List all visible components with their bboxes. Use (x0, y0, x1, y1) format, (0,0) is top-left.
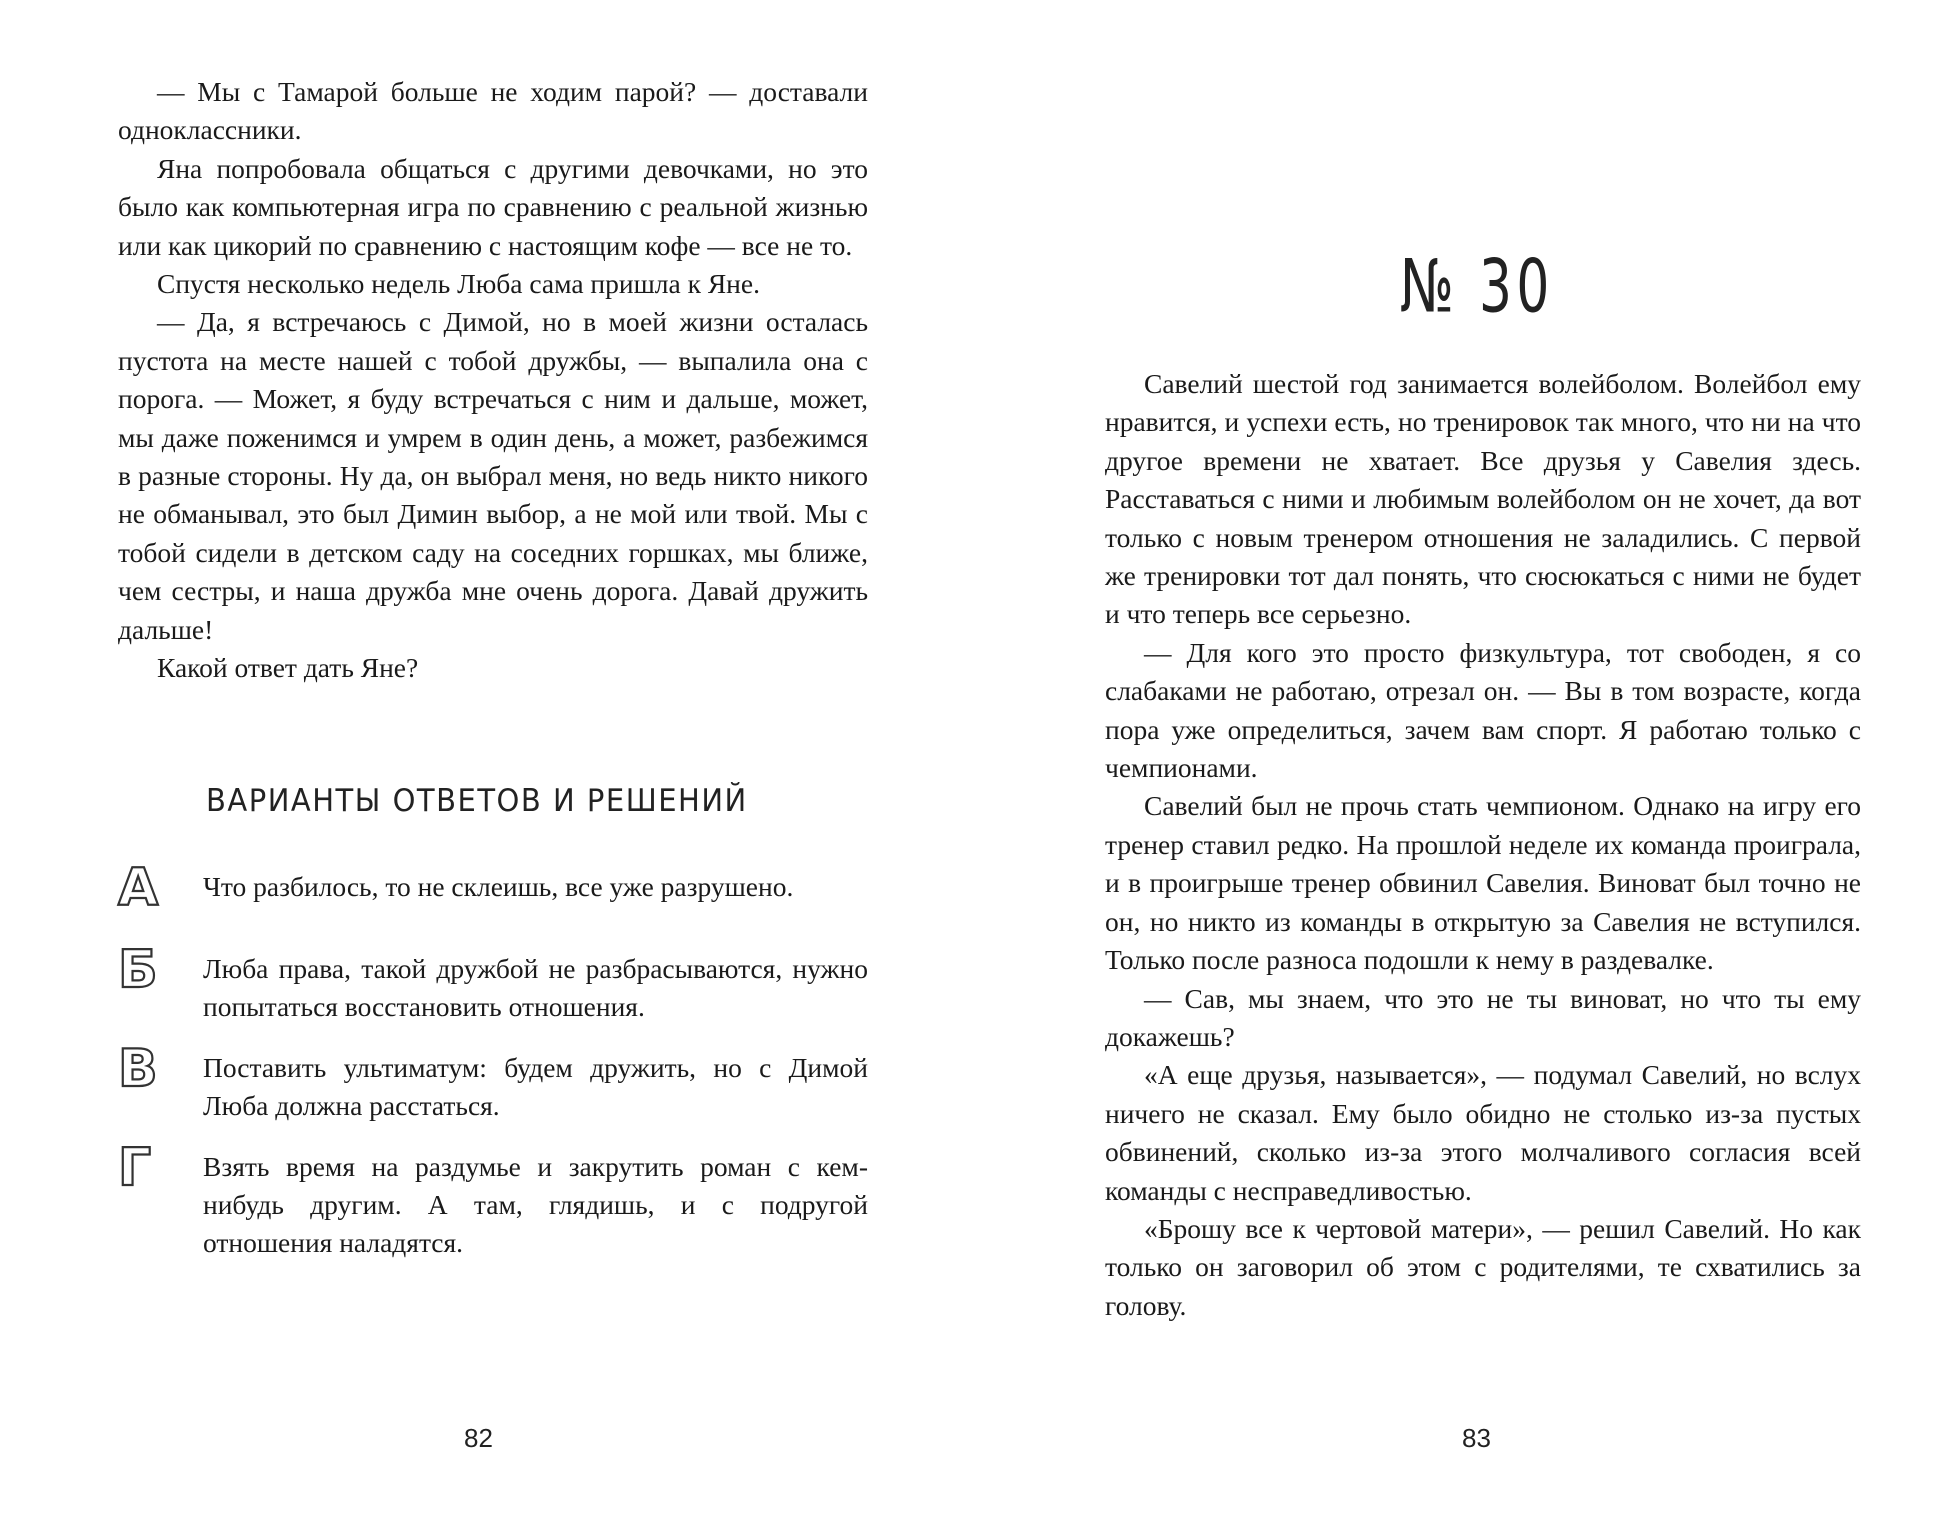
section-title: ВАРИАНТЫ ОТВЕТОВ И РЕШЕНИЙ (206, 782, 748, 819)
option-letter: А (118, 858, 159, 918)
option-text: Поставить ультиматум: будем дружить, но с Димой Люба должна расстаться. (203, 1051, 868, 1122)
paragraph: Какой ответ дать Яне? (157, 652, 419, 684)
option-text: Взять время на раздумье и закрутить роман с кем-нибудь другим. А там, глядишь, и с подругой отношения наладятся. (203, 1150, 868, 1259)
paragraph: «Брошу все к чертовой матери», — решил Савелий. Но как только он заговорил об этом с родителями, те схватились за голову. (1105, 1212, 1861, 1321)
paragraph: Яна попробовала общаться с другими девочками, но это было как компьютерная игра по сравнению с реальной жизнью или как цикорий по сравнению с настоящим кофе — все не то. (118, 152, 868, 261)
option-text: Люба права, такой дружбой не разбрасываются, нужно попытаться восстановить отношения. (203, 953, 868, 1023)
right-page-body (1105, 365, 1861, 1325)
left-page (118, 0, 868, 1526)
paragraph: Савелий шестой год занимается волейболом. Волейбол ему нравится, и успехи есть, но тренировок так много, что ни на что другое времени не хватает. Все друзья у Савелия здесь. Расставаться с ними и любимым волейболом он не хочет, да вот только с новым тренером отношения не заладились. С первой же тренировки тот дал понять, что сюсюкаться с ними не будет и что теперь все серьезно. (1105, 368, 1861, 630)
option-a (118, 858, 868, 928)
paragraph: Савелий был не прочь стать чемпионом. Однако на игру его тренер ставил редко. На прошлой неделе их команда проиграла, и в проигрыше тренер обвинил Савелия. Виноват был точно не он, но никто из команды в открытую за Савелия не вступился. Только после разноса подошли к нему в раздевалке. (1105, 790, 1861, 976)
option-b (118, 940, 868, 1027)
option-letter: Б (118, 940, 158, 1000)
left-page-body (118, 73, 868, 688)
paragraph: — Для кого это просто физкультура, тот свободен, я со слабаками не работаю, отрезал он. — Вы в том возрасте, когда пора уже определиться, зачем вам спорт. Я работаю только с чемпионами. (1105, 636, 1861, 784)
chapter-title: № 30 (1400, 242, 1554, 329)
answer-options (118, 858, 868, 1285)
option-letter: Г (118, 1137, 152, 1198)
paragraph: — Сав, мы знаем, что это не ты виноват, но что ты ему докажешь? (1105, 982, 1861, 1052)
option-letter: В (118, 1038, 158, 1099)
paragraph: «А еще друзья, называется», — подумал Савелий, но вслух ничего не сказал. Ему было обидно не столько из-за пустых обвинений, сколько из-за этого молчаливого согласия всей команды с несправедливостью. (1105, 1059, 1861, 1206)
page-number: 83 (1462, 1423, 1491, 1453)
right-page (1105, 0, 1861, 1526)
option-v (118, 1038, 868, 1126)
page-number: 82 (464, 1423, 493, 1453)
paragraph: Спустя несколько недель Люба сама пришла к Яне. (157, 268, 760, 300)
option-g (118, 1137, 868, 1263)
option-text: Что разбилось, то не склеишь, все уже разрушено. (203, 871, 794, 902)
paragraph: — Мы с Тамарой больше не ходим парой? — доставали одноклассники. (118, 76, 868, 146)
paragraph: — Да, я встречаюсь с Димой, но в моей жизни осталась пустота на месте нашей с тобой дружбы, — выпалила она с порога. — Может, я буду встречаться с ним и дальше, может, мы даже поженимся и умрем в один день, а может, разбежимся в разные стороны. Ну да, он выбрал меня, но ведь никто никого не обманывал, это был Димин выбор, а не мой или твой. Мы с тобой сидели в детском саду на соседних горшках, мы ближе, чем сестры, и наша дружба мне очень дорога. Давай дружить дальше! (118, 306, 868, 645)
